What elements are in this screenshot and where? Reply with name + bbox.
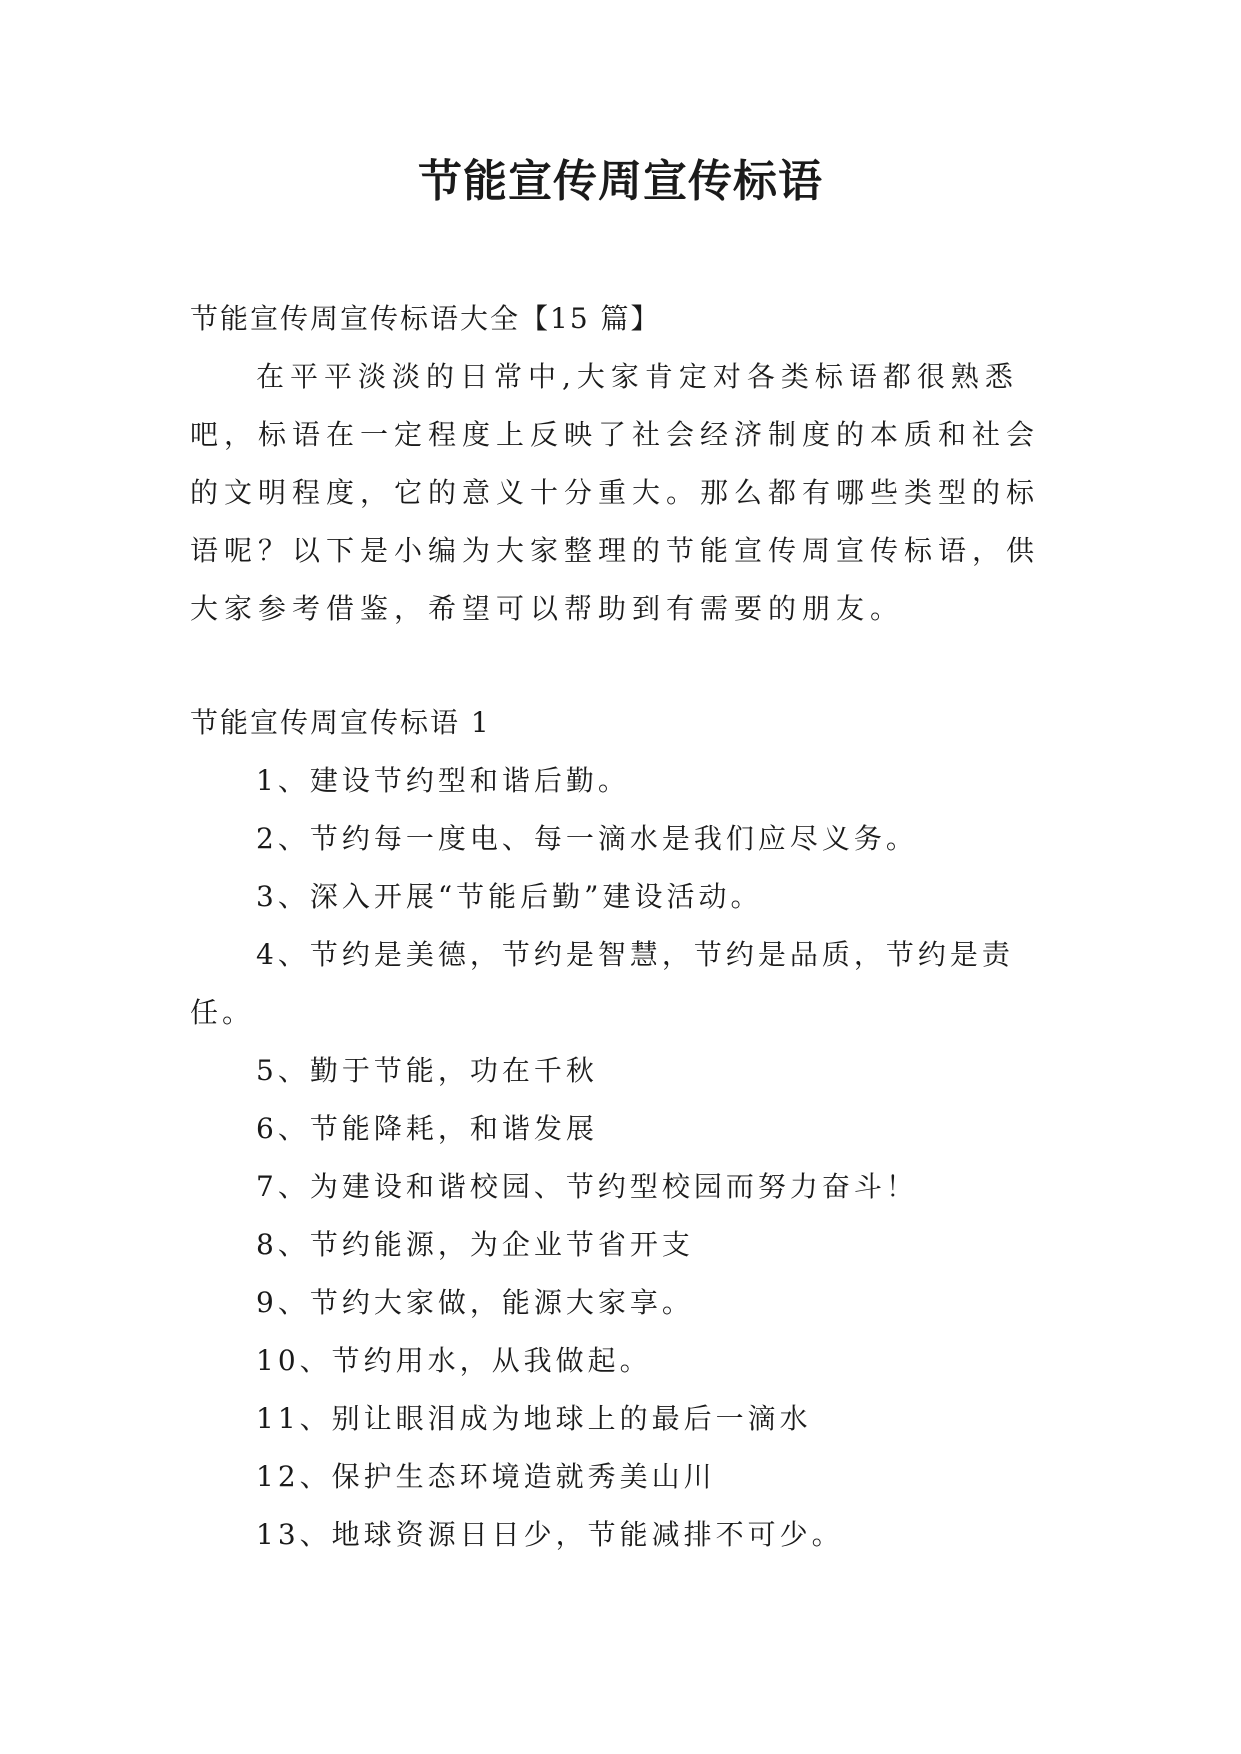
list-item: 4、节约是美德，节约是智慧，节约是品质，节约是责任。 [190,938,1014,1029]
slogan-list [190,752,1060,1564]
list-item: 6、节能降耗，和谐发展 [256,1112,598,1145]
list-item: 1、建设节约型和谐后勤。 [256,764,630,797]
list-item: 2、节约每一度电、每一滴水是我们应尽义务。 [256,822,918,855]
list-item: 7、为建设和谐校园、节约型校园而努力奋斗！ [256,1170,918,1203]
section-heading: 节能宣传周宣传标语 1 [190,706,491,739]
list-item: 9、节约大家做，能源大家享。 [256,1286,694,1319]
document-subtitle: 节能宣传周宣传标语大全【15 篇】 [190,302,661,335]
list-item: 11、别让眼泪成为地球上的最后一滴水 [256,1402,812,1435]
list-item: 8、节约能源，为企业节省开支 [256,1228,694,1261]
list-item: 12、保护生态环境造就秀美山川 [256,1460,716,1493]
list-item: 10、节约用水，从我做起。 [256,1344,652,1377]
list-item: 13、地球资源日日少，节能减排不可少。 [256,1518,844,1551]
intro-paragraph: 在平平淡淡的日常中,大家肯定对各类标语都很熟悉吧，标语在一定程度上反映了社会经济制度的本质和社会的文明程度，它的意义十分重大。那么都有哪些类型的标语呢？以下是小编为大家整理的节能宣传周宣传标语，供大家参考借鉴，希望可以帮助到有需要的朋友。 [190,360,1041,625]
document-title: 节能宣传周宣传标语 [418,156,823,207]
list-item: 3、深入开展“节能后勤”建设活动。 [256,880,763,913]
document-body [190,290,1060,1564]
list-item: 5、勤于节能，功在千秋 [256,1054,598,1087]
